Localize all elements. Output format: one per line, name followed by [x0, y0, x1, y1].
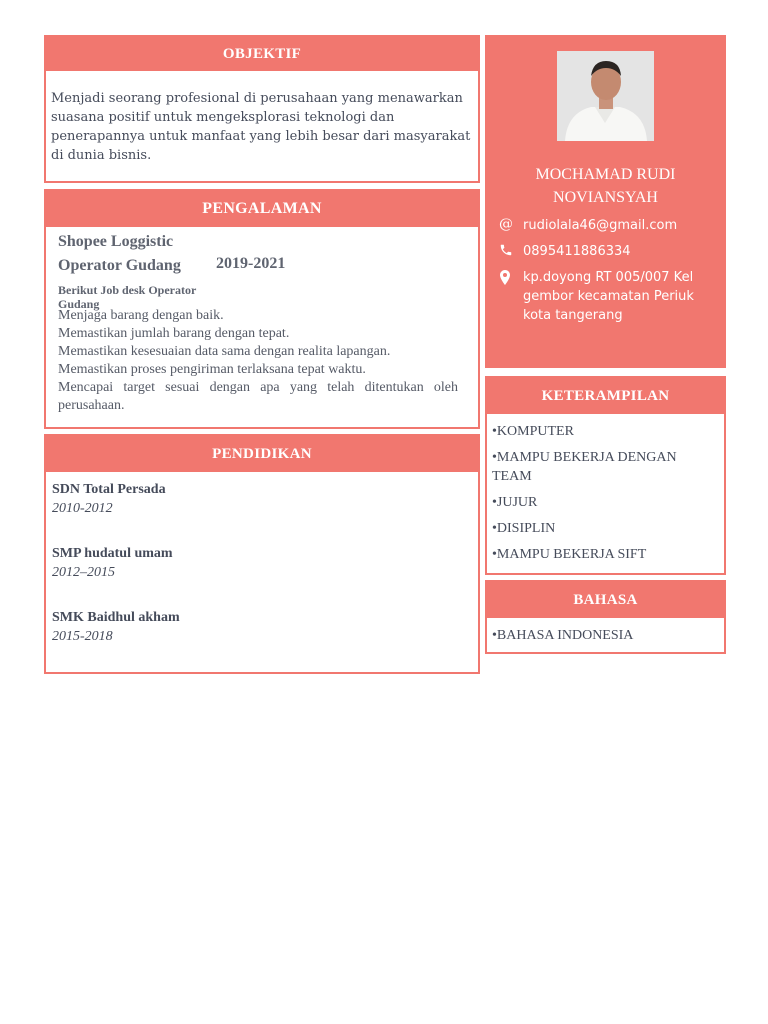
education-heading: PENDIDIKAN	[46, 436, 478, 472]
profile-phone[interactable]: 0895411886334	[523, 244, 631, 259]
skills-section	[485, 376, 726, 575]
education-section	[44, 434, 480, 674]
skill-item: •MAMPU BEKERJA SIFT	[492, 547, 647, 562]
phone-icon	[499, 243, 513, 261]
location-pin-icon	[499, 270, 511, 289]
experience-company: Shopee Loggistic	[58, 233, 174, 250]
person-silhouette-icon	[557, 51, 654, 141]
education-school: SDN Total Persada	[52, 482, 166, 497]
skill-item: •MAMPU BEKERJA DENGAN TEAM	[492, 450, 677, 484]
education-years: 2015-2018	[52, 629, 113, 644]
profile-name: MOCHAMAD RUDI NOVIANSYAH	[535, 166, 676, 206]
duty-item: Memastikan kesesuaian data sama dengan realita lapangan.	[58, 344, 391, 359]
objective-section	[44, 35, 480, 183]
skill-item: •DISIPLIN	[492, 521, 556, 536]
skill-item: •KOMPUTER	[492, 424, 574, 439]
skills-heading: KETERAMPILAN	[487, 378, 724, 414]
experience-heading: PENGALAMAN	[46, 191, 478, 227]
education-years: 2010-2012	[52, 501, 113, 516]
experience-jobdesk-label: Berikut Job desk Operator Gudang	[58, 283, 197, 311]
skill-item: •JUJUR	[492, 495, 538, 510]
profile-panel	[485, 35, 726, 368]
objective-text: Menjadi seorang profesional di perusahaan yang menawarkan suasana positif untuk mengeksplorasi teknologi dan penerapannya untuk manfaat yang lebih besar dari masyarakat di dunia bisnis.	[51, 91, 471, 163]
experience-period: 2019-2021	[216, 255, 286, 272]
objective-heading: OBJEKTIF	[46, 37, 478, 71]
duty-item: Memastikan proses pengiriman terlaksana tepat waktu.	[58, 362, 366, 377]
languages-heading: BAHASA	[487, 582, 724, 618]
duty-item: Menjaga barang dengan baik.	[58, 308, 224, 323]
at-icon: @	[499, 216, 513, 232]
duty-item: Memastikan jumlah barang dengan tepat.	[58, 326, 290, 341]
experience-duties-list	[58, 307, 458, 415]
duty-item: Mencapai target sesuai dengan apa yang telah ditentukan oleh perusahaan.	[58, 380, 458, 413]
languages-list	[492, 628, 633, 644]
education-school: SMK Baidhul akham	[52, 610, 180, 625]
profile-address: kp.doyong RT 005/007 Kel gembor kecamatan Periuk kota tangerang	[523, 270, 694, 323]
education-school: SMP hudatul umam	[52, 546, 173, 561]
profile-email[interactable]: rudiolala46@gmail.com	[523, 218, 678, 233]
experience-section	[44, 189, 480, 429]
experience-position: Operator Gudang	[58, 257, 181, 274]
education-years: 2012–2015	[52, 565, 115, 580]
language-item: •BAHASA INDONESIA	[492, 628, 634, 643]
skills-list	[492, 422, 718, 571]
profile-photo	[557, 51, 654, 141]
languages-section	[485, 580, 726, 654]
